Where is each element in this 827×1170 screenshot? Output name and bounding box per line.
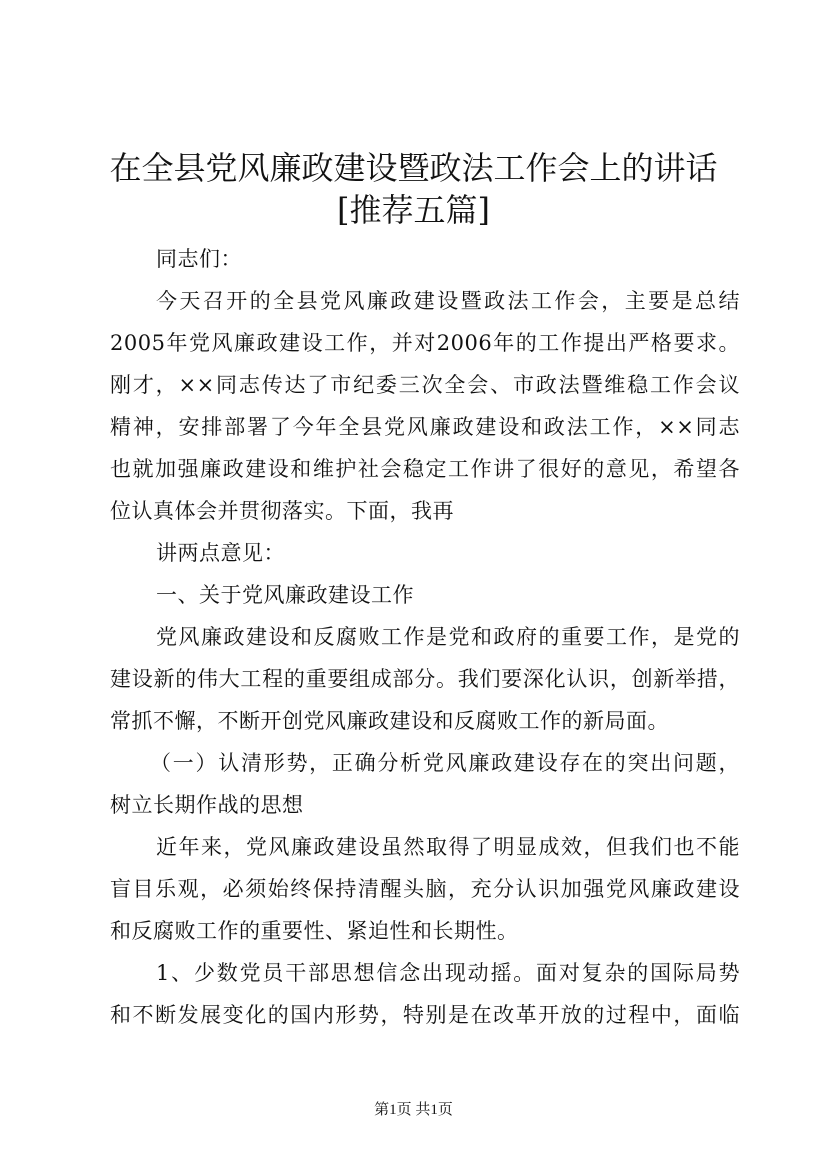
page-footer: 第1页 共1页 <box>374 1102 453 1118</box>
document-body <box>110 0 740 1100</box>
paragraph-line: 党风廉政建设和反腐败工作是党和政府的重要工作，是党的 <box>156 625 740 649</box>
paragraph-line: 今天召开的全县党风廉政建设暨政法工作会，主要是总结 <box>156 289 740 313</box>
paragraph-line: 建设新的伟大工程的重要组成部分。我们要深化认识，创新举措， <box>110 667 740 691</box>
paragraph-line: 和反腐败工作的重要性、紧迫性和长期性。 <box>110 919 519 943</box>
paragraph-line: 精神，安排部署了今年全县党风廉政建设和政法工作，××同志 <box>110 415 740 439</box>
paragraph-line: 盲目乐观，必须始终保持清醒头脑，充分认识加强党风廉政建设 <box>110 877 740 901</box>
section-heading: 一、关于党风廉政建设工作 <box>156 583 414 607</box>
paragraph-line: 也就加强廉政建设和维护社会稳定工作讲了很好的意见，希望各 <box>110 457 740 481</box>
document-title-line-2: [推荐五篇] <box>337 191 490 229</box>
paragraph-line: 刚才，××同志传达了市纪委三次全会、市政法暨维稳工作会议 <box>110 373 740 397</box>
paragraph-line: 常抓不懈，不断开创党风廉政建设和反腐败工作的新局面。 <box>110 709 669 733</box>
salutation: 同志们： <box>156 247 242 271</box>
paragraph-line: 1、少数党员干部思想信念出现动摇。面对复杂的国际局势 <box>156 961 740 985</box>
document-title-line-1: 在全县党风廉政建设暨政法工作会上的讲话 <box>109 149 718 187</box>
paragraph-line: 近年来，党风廉政建设虽然取得了明显成效，但我们也不能 <box>156 835 740 859</box>
subsection-heading: （一）认清形势，正确分析党风廉政建设存在的突出问题， <box>150 751 740 775</box>
paragraph-line: 和不断发展变化的国内形势，特别是在改革开放的过程中，面临 <box>110 1003 740 1027</box>
subsection-heading: 树立长期作战的思想 <box>110 793 304 817</box>
paragraph-line: 讲两点意见： <box>156 541 285 565</box>
paragraph-line: 位认真体会并贯彻落实。下面，我再 <box>110 499 454 523</box>
paragraph-line: 2005年党风廉政建设工作，并对2006年的工作提出严格要求。 <box>110 331 740 355</box>
